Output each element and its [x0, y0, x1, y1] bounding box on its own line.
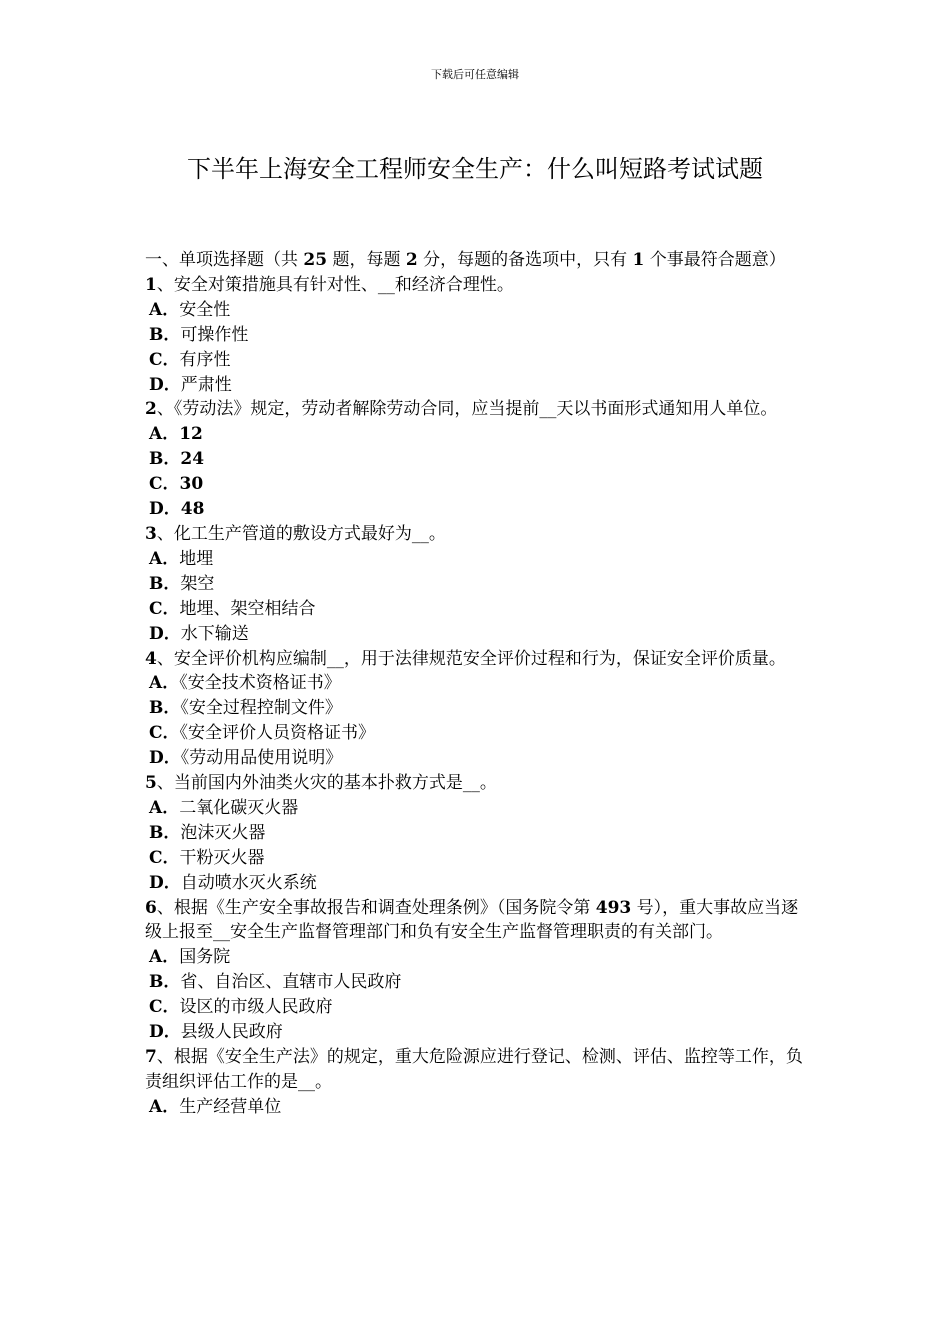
question-1 — [145, 273, 810, 398]
section-heading: 一、单项选择题（共 25 题，每题 2 分，每题的备选项中，只有 1 个事最符合题意） — [145, 250, 786, 270]
question-stem: 2、《劳动法》规定，劳动者解除劳动合同，应当提前__天以书面形式通知用人单位。 — [145, 399, 778, 420]
option-c: C．地埋、架空相结合 — [149, 598, 316, 619]
option-b: B．泡沫灭火器 — [149, 822, 266, 843]
option-b: B．省、自治区、直辖市人民政府 — [149, 972, 402, 993]
page-title: 下半年上海安全工程师安全生产：什么叫短路考试试题 — [187, 155, 763, 183]
document-body — [145, 248, 810, 1120]
question-stem: 6、根据《生产安全事故报告和调查处理条例》（国务院令第 493 号），重大事故应当逐级上报至__安全生产监督管理部门和负有安全生产监督管理职责的有关部门。 — [145, 897, 799, 943]
option-b: B．24 — [149, 449, 205, 470]
question-stem: 4、安全评价机构应编制__，用于法律规范安全评价过程和行为，保证安全评价质量。 — [145, 648, 786, 669]
option-b: B．可操作性 — [149, 324, 249, 345]
option-a: A．二氧化碳灭火器 — [149, 797, 299, 818]
option-d: D．水下输送 — [149, 623, 249, 644]
header-note: 下载后可任意编辑 — [431, 68, 519, 81]
option-c: C．设区的市级人民政府 — [149, 997, 333, 1018]
option-a: A．12 — [149, 424, 203, 445]
option-a: A．生产经营单位 — [149, 1096, 282, 1117]
option-c: C．30 — [149, 474, 204, 495]
question-6 — [145, 896, 810, 1045]
option-c: C．有序性 — [149, 349, 231, 370]
option-c: C．《安全评价人员资格证书》 — [149, 723, 376, 744]
option-d: D．县级人民政府 — [149, 1022, 283, 1043]
option-c: C．干粉灭火器 — [149, 847, 265, 868]
question-3 — [145, 522, 810, 647]
option-d: D．《劳动用品使用说明》 — [149, 748, 343, 769]
question-stem: 1、安全对策措施具有针对性、__和经济合理性。 — [145, 274, 514, 295]
question-5 — [145, 771, 810, 896]
question-stem: 3、化工生产管道的敷设方式最好为__。 — [145, 523, 446, 544]
option-d: D．严肃性 — [149, 374, 232, 395]
option-b: B．架空 — [149, 573, 215, 594]
question-7 — [145, 1045, 810, 1120]
option-a: A．《安全技术资格证书》 — [149, 673, 341, 694]
question-4 — [145, 647, 810, 772]
question-2 — [145, 397, 810, 522]
option-a: A．国务院 — [149, 947, 231, 968]
option-a: A．安全性 — [149, 299, 231, 320]
option-d: D．自动喷水灭火系统 — [149, 872, 317, 893]
option-a: A．地埋 — [149, 548, 214, 569]
question-stem: 5、当前国内外油类火灾的基本扑救方式是__。 — [145, 773, 497, 794]
option-b: B．《安全过程控制文件》 — [149, 698, 342, 719]
option-d: D．48 — [149, 499, 205, 520]
question-stem: 7、根据《安全生产法》的规定，重大危险源应进行登记、检测、评估、监控等工作，负责组织评估工作的是__。 — [145, 1047, 803, 1092]
